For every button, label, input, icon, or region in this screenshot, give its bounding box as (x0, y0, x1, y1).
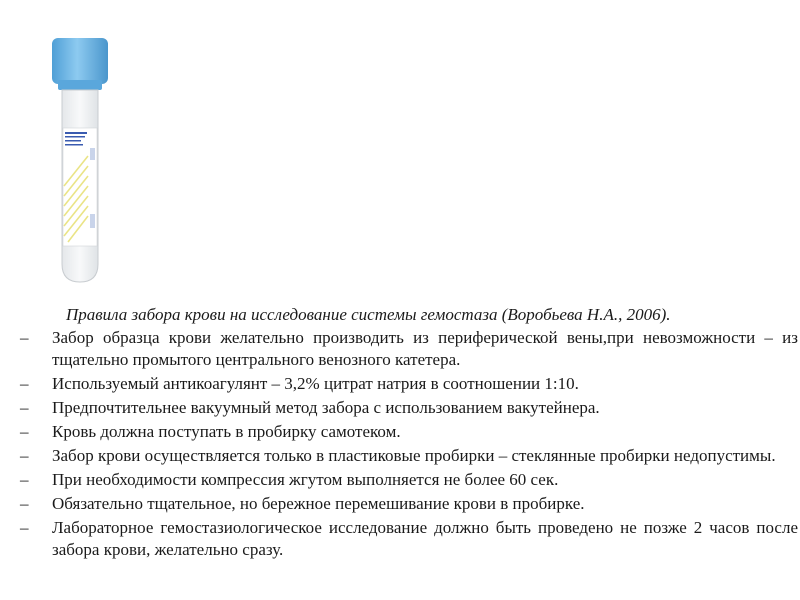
bullet-dash: – (20, 422, 29, 441)
tube-cap (52, 38, 108, 84)
list-item-text: Забор крови осуществляется только в пластиковые пробирки – стеклянные пробирки недопустимы. (52, 446, 776, 465)
bullet-dash: – (20, 398, 29, 417)
document-heading: Правила забора крови на исследование системы гемостаза (Воробьева Н.А., 2006). (66, 305, 671, 324)
list-item (20, 469, 798, 491)
bullet-dash: – (20, 470, 29, 489)
rules-list (20, 327, 798, 561)
list-item-text: Лабораторное гемостазиологическое исследование должно быть проведено не позже 2 часов после забора крови, желательно сразу. (52, 518, 798, 559)
list-item-text: Используемый антикоагулянт – 3,2% цитрат натрия в соотношении 1:10. (52, 374, 579, 393)
list-item (20, 373, 798, 395)
list-item (20, 493, 798, 515)
list-item (20, 445, 798, 467)
list-item-text: Забор образца крови желательно производить из периферической вены,при невозможности – из тщательно промытого центрального венозного катетера. (52, 328, 798, 369)
list-item-text: Предпочтительнее вакуумный метод забора с использованием вакутейнера. (52, 398, 600, 417)
list-item (20, 421, 798, 443)
list-item-text: Обязательно тщательное, но бережное перемешивание крови в пробирке. (52, 494, 585, 513)
list-item (20, 517, 798, 561)
blood-tube-illustration (48, 36, 112, 286)
list-item-text: Кровь должна поступать в пробирку самотеком. (52, 422, 401, 441)
document-body (20, 304, 798, 563)
list-item (20, 327, 798, 371)
bullet-dash: – (20, 494, 29, 513)
bullet-dash: – (20, 518, 29, 537)
list-item-text: При необходимости компрессия жгутом выполняется не более 60 сек. (52, 470, 559, 489)
bullet-dash: – (20, 328, 29, 347)
bullet-dash: – (20, 374, 29, 393)
list-item (20, 397, 798, 419)
vacutainer-tube-image (48, 36, 112, 286)
bullet-dash: – (20, 446, 29, 465)
